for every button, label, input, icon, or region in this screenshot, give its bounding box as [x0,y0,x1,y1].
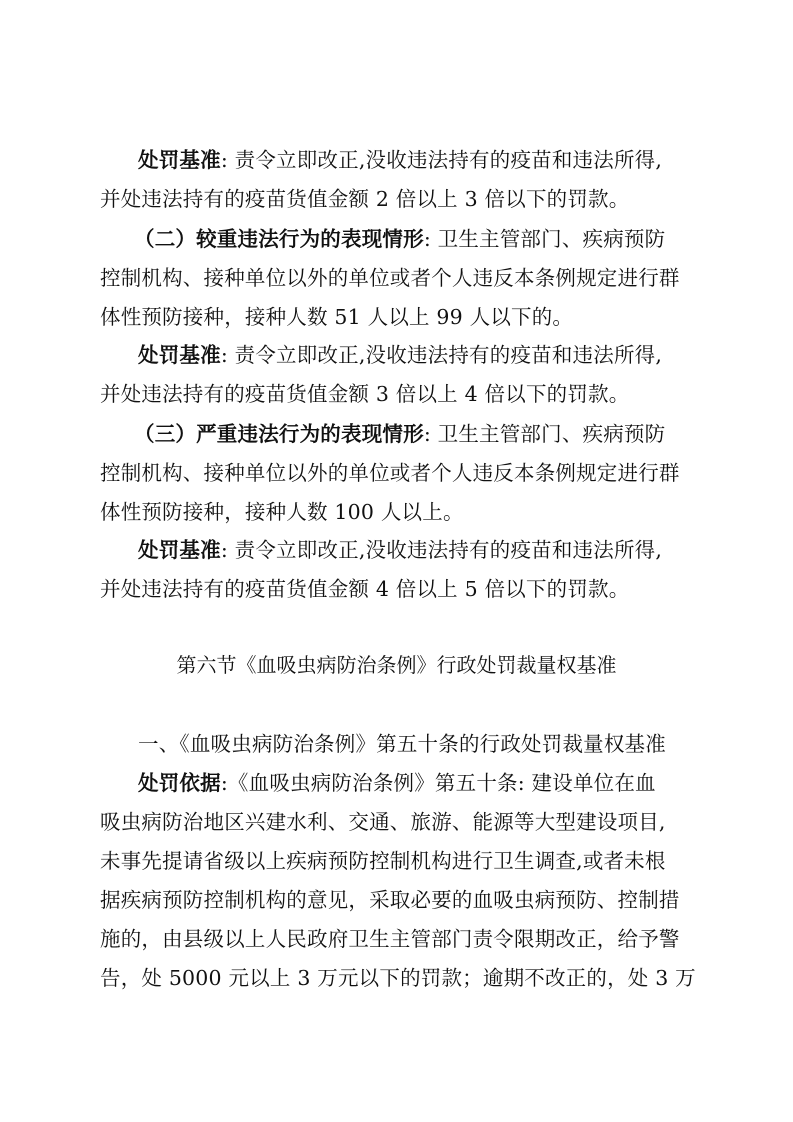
penalty-standard-label: 处罚基准 [138,343,221,367]
body-text-line: 据疾病预防控制机构的意见，采取必要的血吸虫病预防、控制措 [100,888,680,912]
penalty-standard-text: : 责令立即改正,没收违法持有的疫苗和违法所得, [220,343,663,367]
body-text-line: 体性预防接种，接种人数 100 人以上。 [100,500,464,524]
penalty-standard-paragraph [138,340,698,370]
body-text-line: 吸虫病防治地区兴建水利、交通、旅游、能源等大型建设项目, [100,810,666,834]
penalty-standard-label: 处罚基准 [138,148,221,172]
body-text-line: 告，处 5000 元以上 3 万元以下的罚款；逾期不改正的，处 3 万 [100,966,696,990]
penalty-basis-text: :《血吸虫病防治条例》第五十条: 建设单位在血 [220,771,656,795]
penalty-standard-continuation: 并处违法持有的疫苗货值金额 3 倍以上 4 倍以下的罚款。 [100,382,630,406]
body-text-line: 体性预防接种，接种人数 51 人以上 99 人以下的。 [100,305,574,329]
penalty-standard-paragraph [138,145,698,175]
penalty-basis-paragraph [138,768,698,798]
body-text-line: 施的，由县级以上人民政府卫生主管部门责令限期改正，给予警 [100,927,680,951]
serious-violation-heading: （二）较重违法行为的表现情形 [134,227,424,251]
penalty-standard-text: : 责令立即改正,没收违法持有的疫苗和违法所得, [220,538,663,562]
penalty-standard-continuation: 并处违法持有的疫苗货值金额 4 倍以上 5 倍以下的罚款。 [100,577,630,601]
serious-violation-text: : 卫生主管部门、疾病预防 [423,227,666,251]
penalty-standard-label: 处罚基准 [138,538,221,562]
severe-violation-text: : 卫生主管部门、疾病预防 [423,422,666,446]
body-text-line: 未事先提请省级以上疾病预防控制机构进行卫生调查,或者未根 [100,849,666,873]
body-text-line: 控制机构、接种单位以外的单位或者个人违反本条例规定进行群 [100,266,680,290]
severe-violation-heading-line [134,419,700,449]
body-text-line: 控制机构、接种单位以外的单位或者个人违反本条例规定进行群 [100,461,680,485]
penalty-basis-label: 处罚依据 [138,771,221,795]
severe-violation-heading: （三）严重违法行为的表现情形 [134,422,424,446]
serious-violation-heading-line [134,224,700,254]
penalty-standard-paragraph [138,535,698,565]
article-title: 一、《血吸虫病防治条例》第五十条的行政处罚裁量权基准 [138,732,666,756]
penalty-standard-continuation: 并处违法持有的疫苗货值金额 2 倍以上 3 倍以下的罚款。 [100,187,630,211]
penalty-standard-text: : 责令立即改正,没收违法持有的疫苗和违法所得, [220,148,663,172]
section-title: 第六节《血吸虫病防治条例》行政处罚裁量权基准 [176,653,617,677]
